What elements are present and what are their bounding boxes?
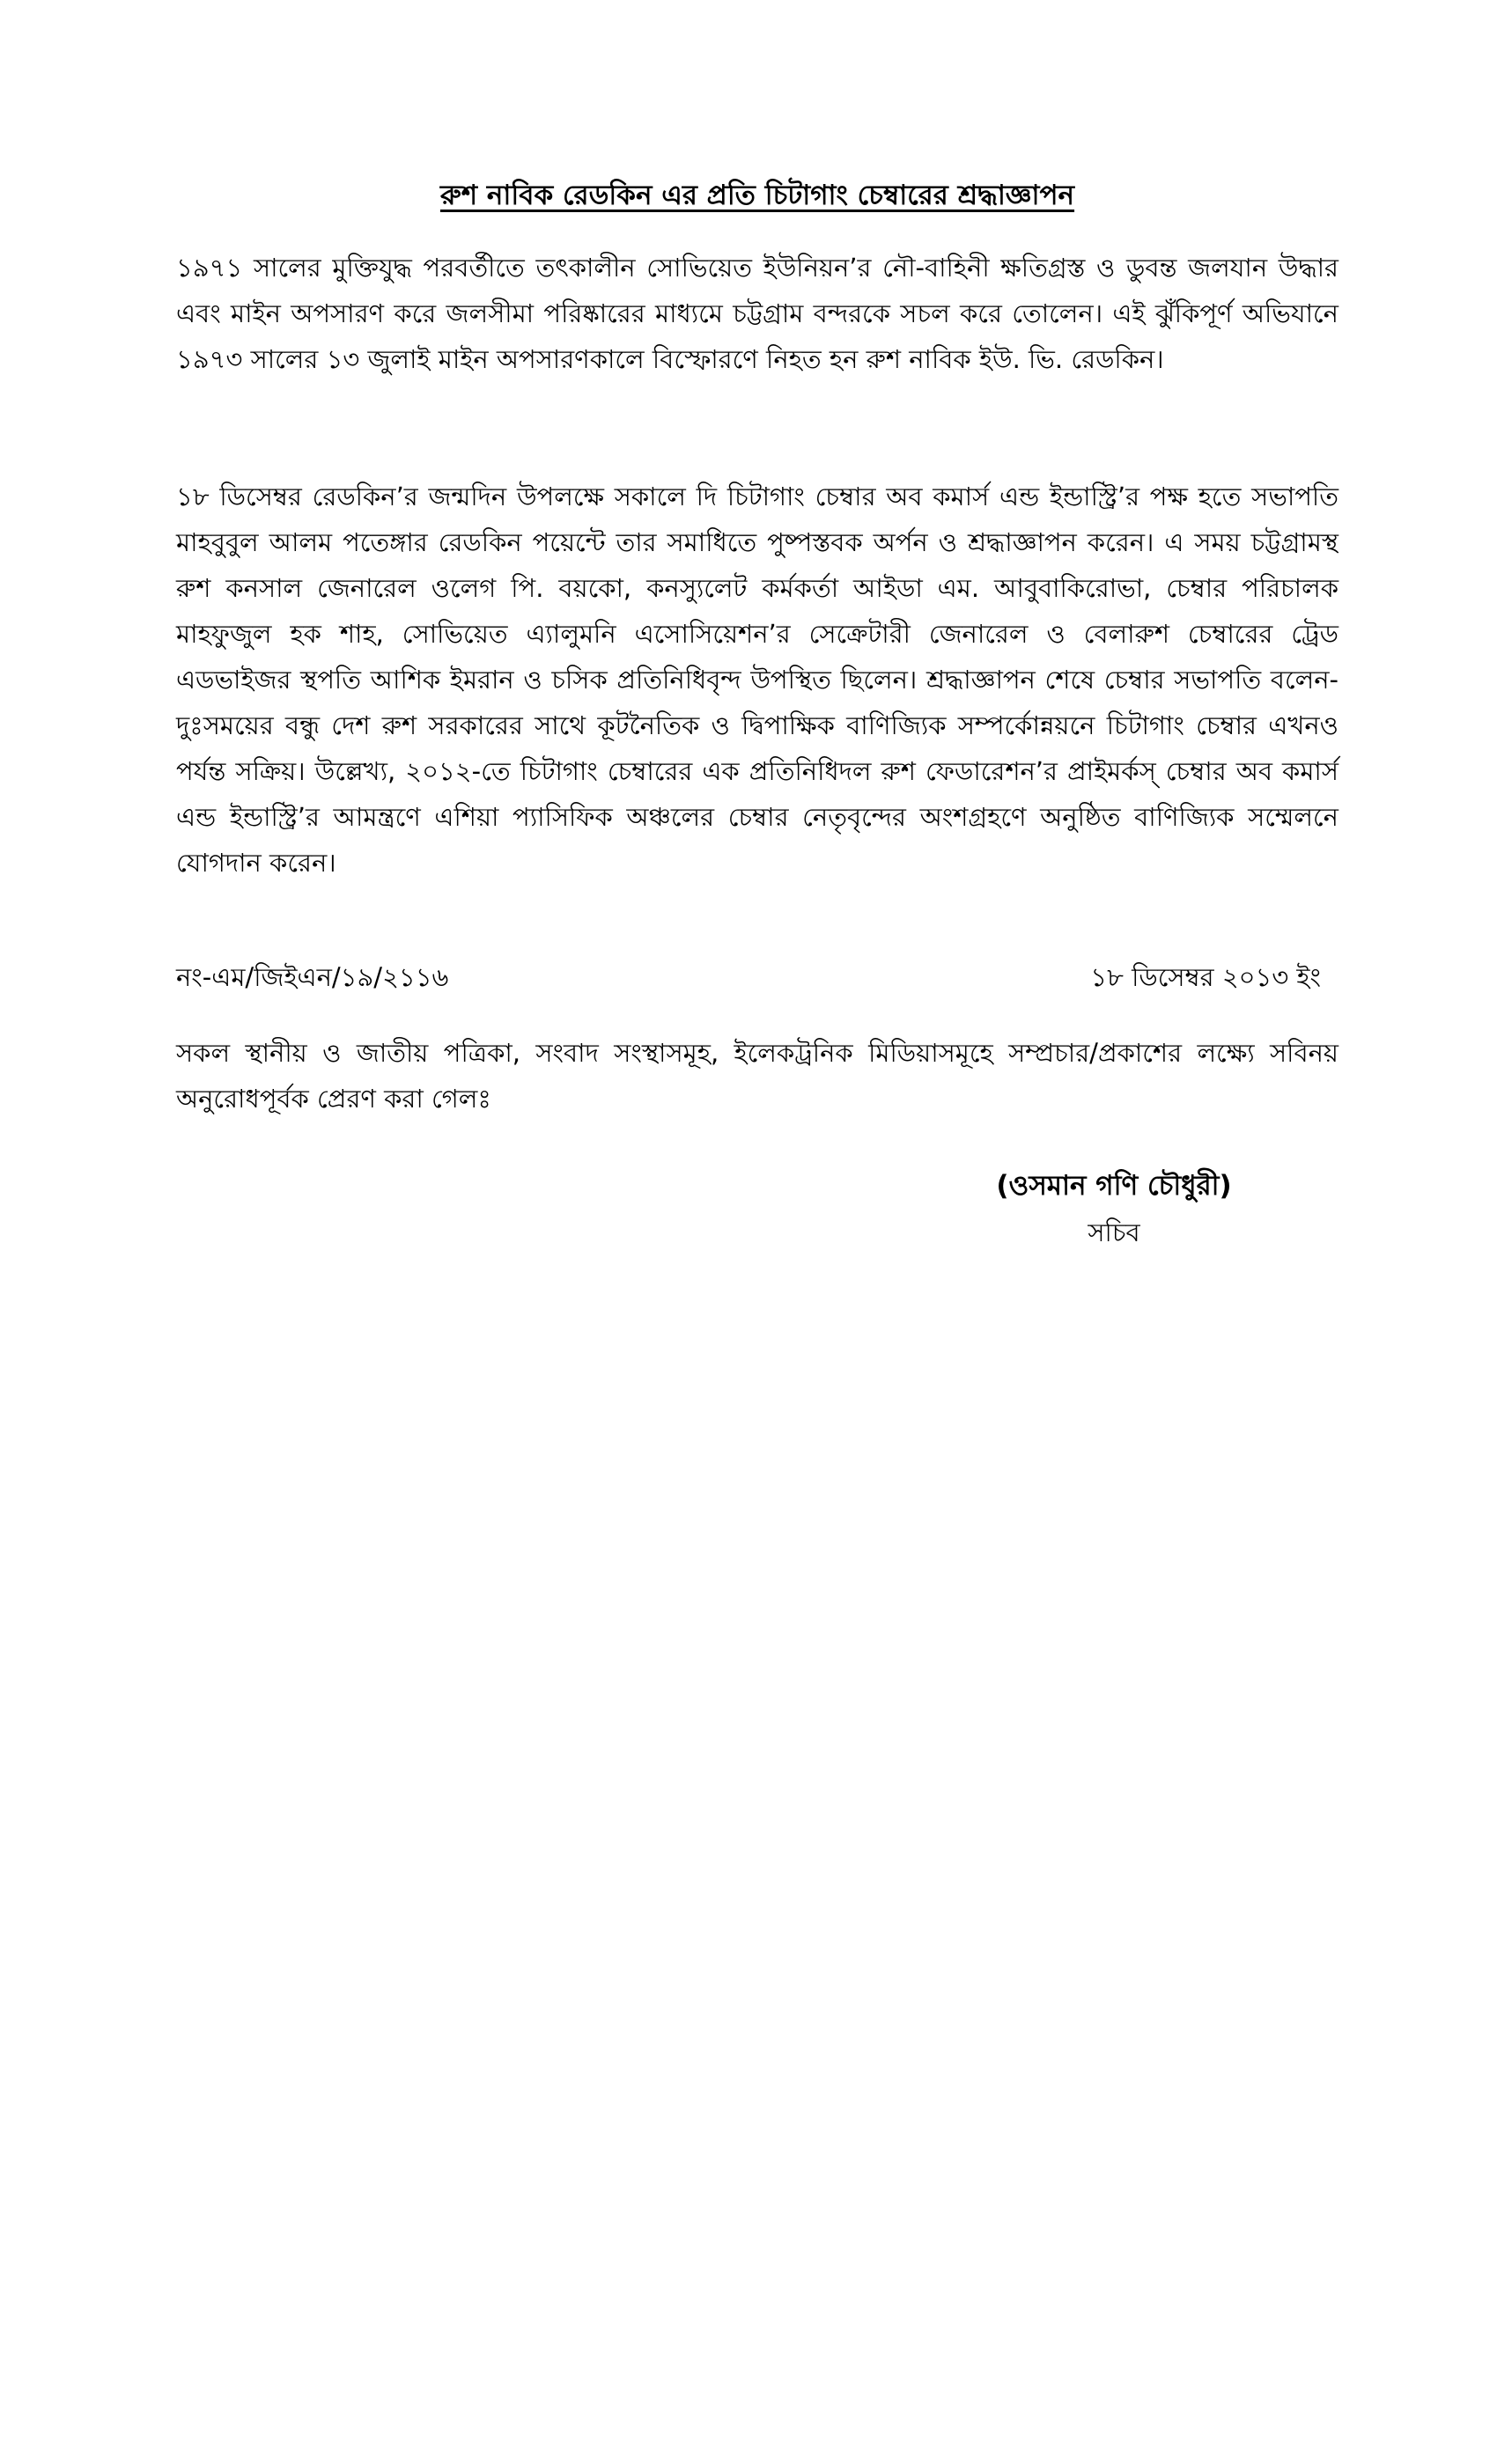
signatory-title: সচিব	[1088, 1217, 1140, 1247]
paragraph-event: ১৮ ডিসেম্বর রেডকিন’র জন্মদিন উপলক্ষে সকালে দি চিটাগাং চেম্বার অব কমার্স এন্ড ইন্ডাস্ট্রি’র পক্ষ হতে সভাপতি মাহবুবুল আলম পতেঙ্গার রেডকিন পয়েন্টে তার সমাধিতে পুষ্পস্তবক অর্পন ও শ্রদ্ধাজ্ঞাপন করেন। এ সময় চট্টগ্রামস্থ রুশ কনসাল জেনারেল ওলেগ পি. বয়কো, কনস্যুলেট কর্মকর্তা আইডা এম. আবুবাকিরোভা, চেম্বার পরিচালক মাহফুজুল হক শাহ, সোভিয়েত এ্যালুমনি এসোসিয়েশন’র সেক্রেটারী জেনারেল ও বেলারুশ চেম্বারের ট্রেড এডভাইজর স্থপতি আশিক ইমরান ও চসিক প্রতিনিধিবৃন্দ উপস্থিত ছিলেন। শ্রদ্ধাজ্ঞাপন শেষে চেম্বার সভাপতি বলেন- দুঃসময়ের বন্ধু দেশ রুশ সরকারের সাথে কূটনৈতিক ও দ্বিপাক্ষিক বাণিজ্যিক সম্পর্কোন্নয়নে চিটাগাং চেম্বার এখনও পর্যন্ত সক্রিয়। উল্লেখ্য, ২০১২-তে চিটাগাং চেম্বারের এক প্রতিনিধিদল রুশ ফেডারেশন’র প্রাইমর্কস্ চেম্বার অব কমার্স এন্ড ইন্ডাস্ট্রি’র আমন্ত্রণে এশিয়া প্যাসিফিক অঞ্চলের চেম্বার নেতৃবৃন্দের অংশগ্রহণে অনুষ্ঠিত বাণিজ্যিক সম্মেলনে যোগদান করেন।	[176, 482, 1338, 878]
reference-number: নং-এম/জিইএন/১৯/২১১৬	[176, 962, 449, 992]
distribution-note: সকল স্থানীয় ও জাতীয় পত্রিকা, সংবাদ সংস্থাসমূহ, ইলেকট্রনিক মিডিয়াসমূহে সম্প্রচার/প্রকাশের লক্ষ্যে সবিনয় অনুরোধপূর্বক প্রেরণ করা গেলঃ	[176, 1038, 1338, 1114]
document-date: ১৮ ডিসেম্বর ২০১৩ ইং	[1090, 962, 1321, 992]
paragraph-history: ১৯৭১ সালের মুক্তিযুদ্ধ পরবর্তীতে তৎকালীন সোভিয়েত ইউনিয়ন’র নৌ-বাহিনী ক্ষতিগ্রস্ত ও ডুবন্ত জলযান উদ্ধার এবং মাইন অপসারণ করে জলসীমা পরিষ্কারের মাধ্যমে চট্টগ্রাম বন্দরকে সচল করে তোলেন। এই ঝুঁকিপূর্ণ অভিযানে ১৯৭৩ সালের ১৩ জুলাই মাইন অপসারণকালে বিস্ফোরণে নিহত হন রুশ নাবিক ইউ. ভি. রেডকিন।	[176, 253, 1338, 374]
signatory-name: (ওসমান গণি চৌধুরী)	[996, 1170, 1232, 1202]
document-title: রুশ নাবিক রেডকিন এর প্রতি চিটাগাং চেম্বারের শ্রদ্ধাজ্ঞাপন	[439, 180, 1075, 211]
